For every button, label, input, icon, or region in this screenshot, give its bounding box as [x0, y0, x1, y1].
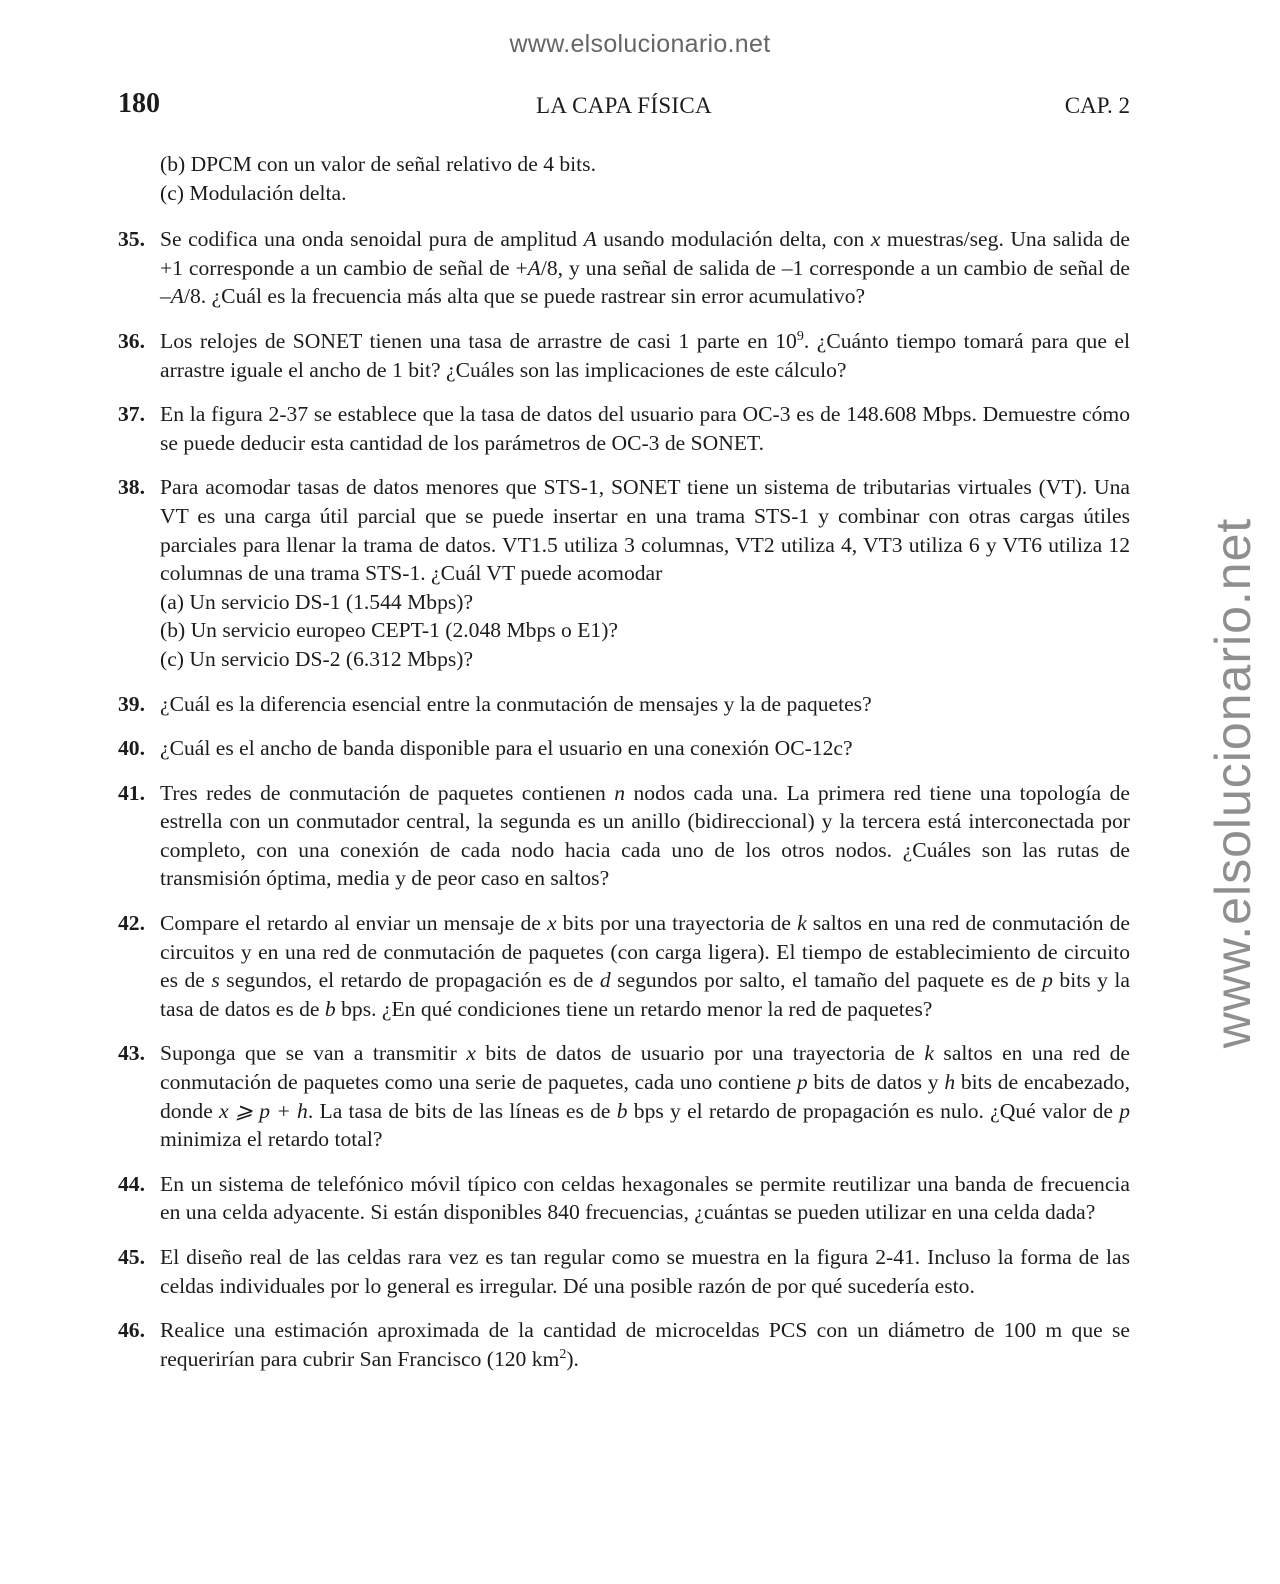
problem-number: 40. — [118, 736, 145, 761]
problem-43 — [118, 1039, 1130, 1153]
problem-text: Compare el retardo al enviar un mensaje de x bits por una trayectoria de k saltos en una red de conmutación de circuitos y en una red de conmutación de paquetes (con carga ligera). El tiempo de establecimiento de circuito es de s segundos, el retardo de propagación es de d segundos por salto, el tamaño del paquete es de p bits y la tasa de datos es de b bps. ¿En qué condiciones tiene un retardo menor la red de paquetes? — [160, 911, 1131, 1021]
problem-40 — [118, 734, 1130, 763]
problem-number: 38. — [118, 475, 145, 500]
problem-number: 46. — [118, 1318, 145, 1343]
option-item: (b) DPCM con un valor de señal relativo de 4 bits. — [160, 152, 596, 176]
watermark-side: www.elsolucionario.net — [1205, 517, 1261, 1049]
problem-text: Para acomodar tasas de datos menores que STS-1, SONET tiene un sistema de tributarias virtuales (VT). Una VT es una carga útil parcial que se puede insertar en una trama STS-1 y combinar con otras cargas útiles parciales para llenar la trama de datos. VT1.5 utiliza 3 columnas, VT2 utiliza 4, VT3 utiliza 6 y VT6 utiliza 12 columnas de una trama STS-1. ¿Cuál VT puede acomodar — [160, 475, 1130, 586]
exponent: 9 — [796, 328, 804, 344]
problem-text: El diseño real de las celdas rara vez es tan regular como se muestra en la figura 2-41. Incluso la forma de las celdas individuales por lo general es irregular. Dé una posible razón de por qué sucedería esto. — [160, 1245, 1130, 1298]
problem-38 — [118, 473, 1130, 673]
problem-37 — [118, 400, 1130, 457]
problem-number: 36. — [118, 328, 145, 353]
option-item: (a) Un servicio DS-1 (1.544 Mbps)? — [160, 589, 474, 614]
problem-45 — [118, 1243, 1130, 1300]
option-item: (c) Un servicio DS-2 (6.312 Mbps)? — [160, 646, 474, 671]
problem-39 — [118, 690, 1130, 719]
problem-number: 43. — [118, 1041, 145, 1066]
problem-number: 42. — [118, 911, 145, 936]
problem-number: 45. — [118, 1245, 145, 1269]
page-header — [118, 88, 1130, 124]
problem-46 — [118, 1316, 1130, 1373]
problem-text: Los relojes de SONET tienen una tasa de arrastre de casi 1 parte en $10^9$. ¿Cuánto tiempo tomará para que el arrastre iguale el ancho de 1 bit? ¿Cuáles son las implicaciones de este cálculo? — [160, 328, 1130, 382]
problem-text: Tres redes de conmutación de paquetes contienen n nodos cada una. La primera red tiene una topología de estrella con un conmutador central, la segunda es un anillo (bidireccional) y la tercera está interconectada por completo, con una conexión de cada nodo hacia cada uno de los otros nodos. ¿Cuáles son las rutas de transmisión óptima, media y de peor caso en saltos? — [160, 780, 1130, 891]
problem-text: ¿Cuál es el ancho de banda disponible para el usuario en una conexión OC-12c? — [160, 736, 853, 761]
option-item: (b) Un servicio europeo CEPT-1 (2.048 Mbps o E1)? — [160, 618, 618, 643]
problem-text: Suponga que se van a transmitir x bits de datos de usuario por una trayectoria de k saltos en una red de conmutación de paquetes como una serie de paquetes, cada uno contiene p bits de datos y h bits de encabezado, donde x ⩾ p + h. La tasa de bits de las líneas es de b bps y el retardo de propagación es nulo. ¿Qué valor de p minimiza el retardo total? — [160, 1041, 1131, 1152]
problem-text: En la figura 2-37 se establece que la tasa de datos del usuario para OC-3 es de 148.608 Mbps. Demuestre cómo se puede deducir esta cantidad de los parámetros de OC-3 de SONET. — [160, 402, 1130, 455]
problem-text: Realice una estimación aproximada de la cantidad de microceldas PCS con un diámetro de 100 m que se requerirían para cubrir San Francisco (120 $km^2$). — [160, 1318, 1130, 1371]
problem-text: En un sistema de telefónico móvil típico con celdas hexagonales se permite reutilizar una banda de frecuencia en una celda adyacente. Si están disponibles 840 frecuencias, ¿cuántas se pueden utilizar en una celda dada? — [160, 1171, 1130, 1225]
option-item: (c) Modulación delta. — [160, 180, 347, 205]
problem-text: Se codifica una onda senoidal pura de amplitud A usando modulación delta, con x muestras/seg. Una salida de +1 corresponde a un cambio de señal de +A/8, y una señal de salida de –1 corresponde a un cambio de señal de –A/8. ¿Cuál es la frecuencia más alta que se puede rastrear sin error acumulativo? — [160, 227, 1130, 309]
problem-number: 37. — [118, 402, 145, 427]
problem-number: 39. — [118, 691, 145, 716]
problem-36 — [118, 327, 1130, 384]
problem-list — [118, 150, 1130, 1373]
problem-42 — [118, 909, 1130, 1023]
problem-44 — [118, 1170, 1130, 1227]
watermark-top: www.elsolucionario.net — [509, 30, 771, 58]
page-number: 180 — [118, 88, 160, 119]
running-title: LA CAPA FÍSICA — [536, 93, 712, 118]
exponent: 2 — [559, 1346, 567, 1362]
problem-text: ¿Cuál es la diferencia esencial entre la conmutación de mensajes y la de paquetes? — [160, 691, 872, 716]
problem-35 — [118, 225, 1130, 311]
chapter-label: CAP. 2 — [1064, 93, 1130, 118]
problem-number: 35. — [118, 227, 145, 252]
problem-number: 41. — [118, 780, 145, 805]
continued-options — [160, 150, 1130, 207]
problem-number: 44. — [118, 1171, 145, 1196]
problem-41 — [118, 779, 1130, 893]
